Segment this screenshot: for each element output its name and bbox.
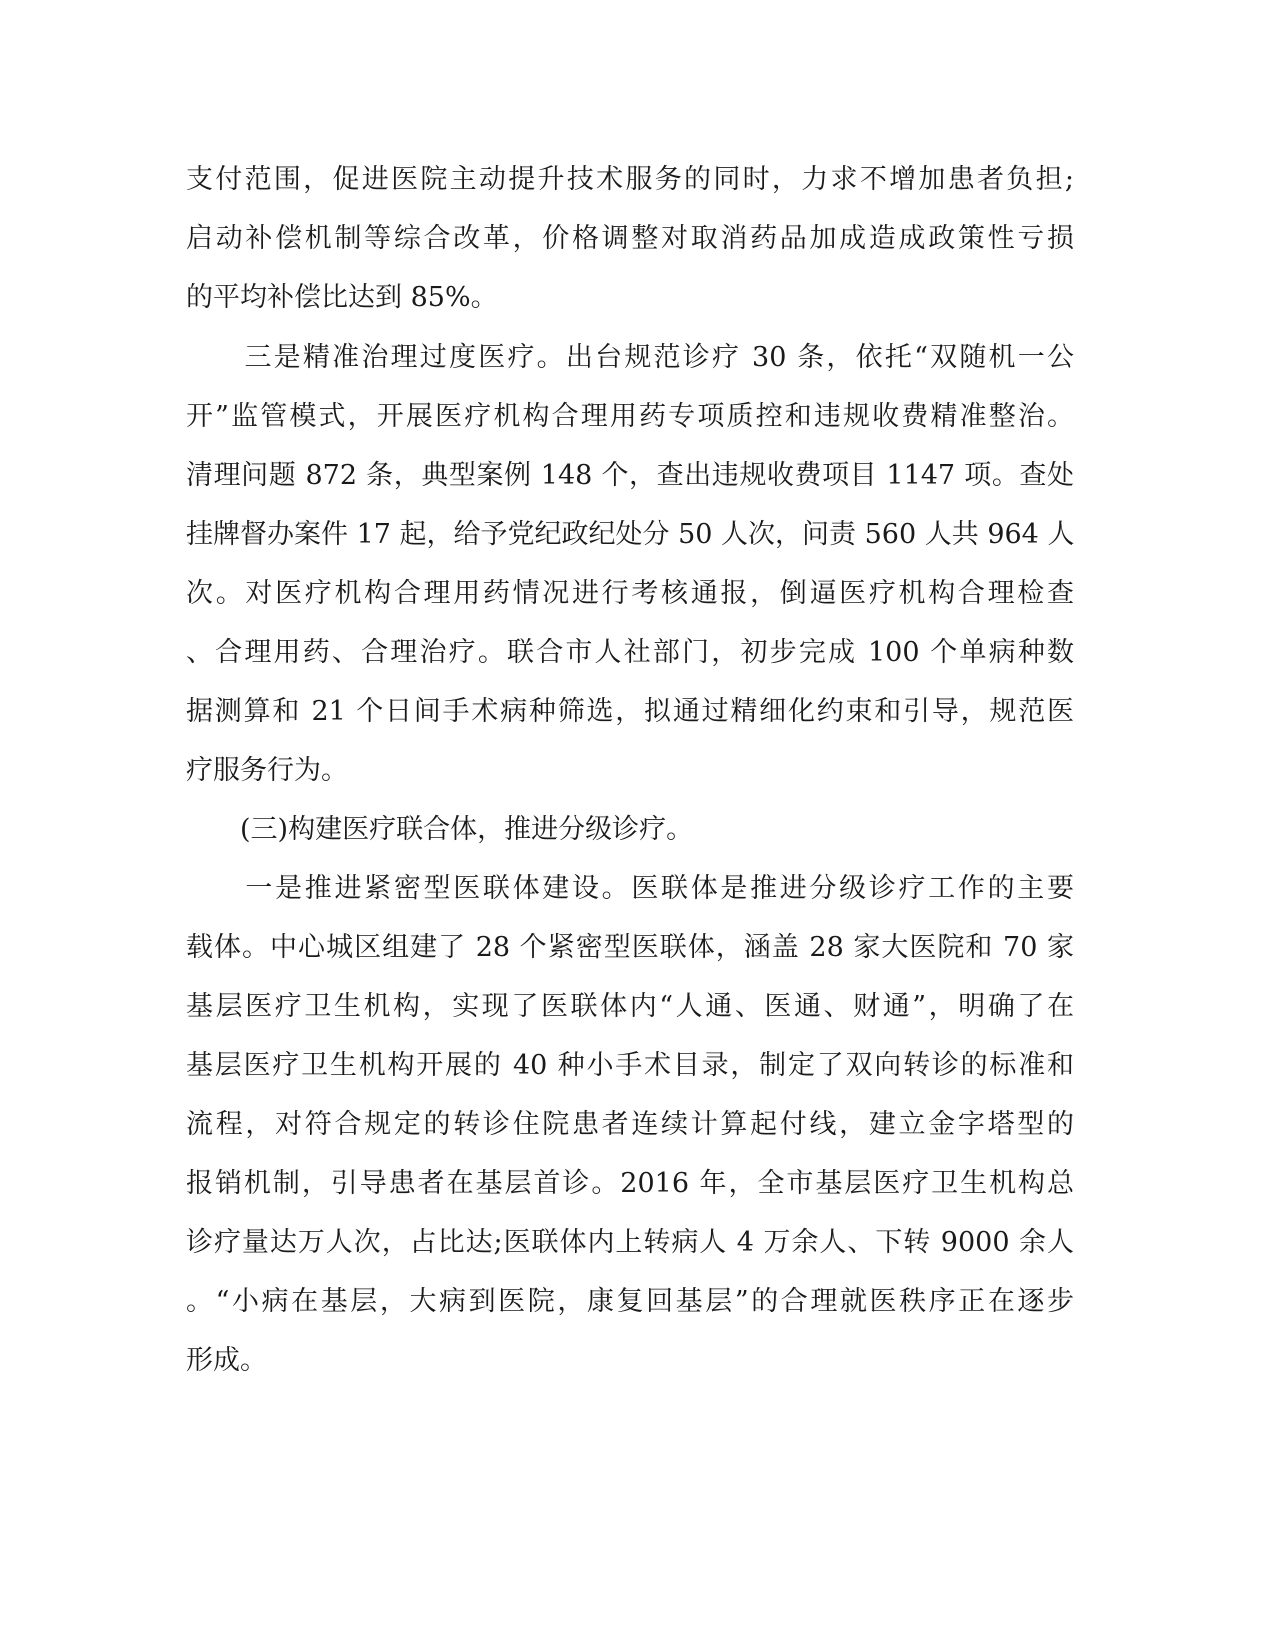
body-text-line: 启动补偿机制等综合改革，价格调整对取消药品加成造成政策性亏损 [186, 223, 1074, 254]
body-text-line: 报销机制，引导患者在基层首诊。2016 年，全市基层医疗卫生机构总 [186, 1168, 1074, 1199]
body-text-line: 清理问题 872 条，典型案例 148 个，查出违规收费项目 1147 项。查处 [186, 460, 1074, 491]
body-text-line: 形成。 [186, 1345, 267, 1376]
body-text-line: 三是精准治理过度医疗。出台规范诊疗 30 条，依托“双随机一公 [186, 342, 1074, 373]
body-text-line: 据测算和 21 个日间手术病种筛选，拟通过精细化约束和引导，规范医 [186, 696, 1074, 727]
body-text-line: 开”监管模式，开展医疗机构合理用药专项质控和违规收费精准整治。 [186, 401, 1074, 432]
body-text-line: 疗服务行为。 [186, 755, 348, 786]
body-text-line: 诊疗量达万人次，占比达;医联体内上转病人 4 万余人、下转 9000 余人 [186, 1227, 1074, 1258]
body-text-line: 挂牌督办案件 17 起，给予党纪政纪处分 50 人次，问责 560 人共 964 人 [186, 519, 1075, 550]
section-heading: (三)构建医疗联合体，推进分级诊疗。 [186, 814, 694, 845]
body-text-line: 一是推进紧密型医联体建设。医联体是推进分级诊疗工作的主要 [186, 873, 1074, 904]
body-text-line: 次。对医疗机构合理用药情况进行考核通报，倒逼医疗机构合理检查 [186, 578, 1074, 609]
body-text-line: 流程，对符合规定的转诊住院患者连续计算起付线，建立金字塔型的 [186, 1109, 1074, 1140]
body-text-line: 基层医疗卫生机构，实现了医联体内“人通、医通、财通”，明确了在 [186, 991, 1074, 1022]
body-text-line: 支付范围，促进医院主动提升技术服务的同时，力求不增加患者负担; [186, 164, 1074, 195]
body-text-line: 、合理用药、合理治疗。联合市人社部门，初步完成 100 个单病种数 [186, 637, 1074, 668]
body-text-line: 的平均补偿比达到 85%。 [186, 282, 498, 313]
body-text-line: 载体。中心城区组建了 28 个紧密型医联体，涵盖 28 家大医院和 70 家 [186, 932, 1074, 963]
body-text-line: 基层医疗卫生机构开展的 40 种小手术目录，制定了双向转诊的标准和 [186, 1050, 1074, 1081]
body-text-line: 。“小病在基层，大病到医院，康复回基层”的合理就医秩序正在逐步 [186, 1286, 1074, 1317]
